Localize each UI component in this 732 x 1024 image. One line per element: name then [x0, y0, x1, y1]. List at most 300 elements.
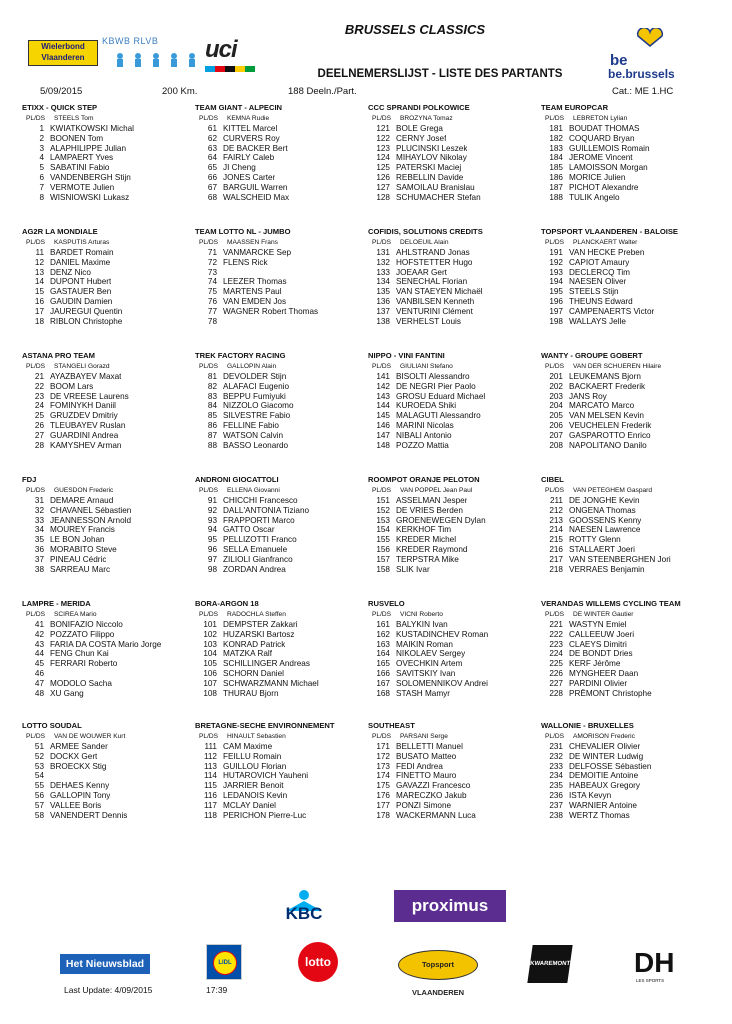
rider-row [195, 183, 367, 193]
rider-name: MARECZKO Jakub [396, 790, 467, 800]
rider-number: 195 [549, 287, 563, 297]
rider-number: 46 [34, 668, 44, 678]
ds-label: PL/DS [372, 115, 392, 122]
rider-name: HABEAUX Gregory [569, 781, 640, 791]
team-block [368, 226, 540, 326]
rider-number: 56 [34, 790, 44, 800]
rider-row [195, 649, 367, 659]
rider-name: STEELS Stijn [569, 287, 619, 297]
director-name: LEBRETON Lylian [573, 115, 628, 122]
rider-number: 133 [376, 267, 390, 277]
rider-number: 143 [376, 391, 390, 401]
rider-name: DALL'ANTONIA Tiziano [223, 505, 310, 515]
rider-name: ALAFACI Eugenio [223, 381, 289, 391]
rider-number: 223 [549, 639, 563, 649]
team-director [195, 237, 367, 248]
rider-row [22, 372, 194, 382]
rider-number: 18 [34, 316, 44, 326]
rider-name: PRÊMONT Christophe [569, 688, 652, 698]
rider-name: SABATINI Fabio [50, 163, 110, 173]
team-block [541, 598, 713, 698]
rider-name: SARREAU Marc [50, 564, 111, 574]
ds-label: PL/DS [199, 487, 219, 494]
rider-name: MARTENS Paul [223, 287, 282, 297]
rider-name: MATZKA Ralf [223, 649, 272, 659]
rider-row [368, 659, 540, 669]
rider-number: 218 [549, 564, 563, 574]
rider-number: 72 [207, 257, 217, 267]
team-name: WALLONIE - BRUXELLES [541, 721, 634, 730]
rider-name: DE VREESE Laurens [50, 391, 129, 401]
rider-name: FARIA DA COSTA Mario Jorge [50, 639, 162, 649]
rider-row [22, 649, 194, 659]
rider-name: DEMOITIE Antoine [569, 771, 639, 781]
rider-name: ZORDAN Andrea [223, 564, 286, 574]
rider-name: MORICE Julien [569, 172, 626, 182]
rider-row [22, 752, 194, 762]
rider-number: 34 [34, 525, 44, 535]
rider-row [368, 134, 540, 144]
rider-name: HOFSTETTER Hugo [396, 257, 473, 267]
team-block [541, 474, 713, 574]
rider-name: BONIFAZIO Niccolo [50, 620, 123, 629]
director-name: KEMNA Rudie [227, 115, 270, 122]
rider-name: KUSTADINCHEV Roman [396, 629, 489, 639]
rider-name: VAN MELSEN Kevin [569, 411, 644, 421]
rider-row [368, 811, 540, 821]
rider-number: 152 [376, 505, 390, 515]
ds-label: PL/DS [26, 487, 46, 494]
rider-name: JOEAAR Gert [396, 267, 447, 277]
rider-row [541, 669, 713, 679]
ds-label: PL/DS [26, 611, 46, 618]
rider-name: STASH Mamyr [396, 688, 450, 698]
rider-name: FEDI Andrea [396, 761, 443, 771]
rider-number: 158 [376, 564, 390, 574]
rider-name: AYAZBAYEV Maxat [50, 372, 122, 381]
director-name: VICNI Roberto [400, 611, 443, 618]
rider-number: 154 [376, 525, 390, 535]
director-name: MAASSEN Frans [227, 239, 278, 246]
rider-number: 35 [34, 535, 44, 545]
team-block [368, 102, 540, 202]
rider-name: SLIK Ivar [396, 564, 430, 574]
director-name: VAN PETEGHEM Gaspard [573, 487, 653, 494]
rider-row [195, 401, 367, 411]
rider-name: NAPOLITANO Danilo [569, 440, 647, 450]
rider-row [22, 153, 194, 163]
race-entrants: 188 Deeln./Part. [288, 86, 357, 97]
rider-number: 166 [376, 668, 390, 678]
rider-number: 184 [549, 153, 563, 163]
rider-number: 204 [549, 401, 563, 411]
rider-name: ROTTY Glenn [569, 535, 621, 545]
rider-number: 63 [207, 143, 217, 153]
page-title: BRUSSELS CLASSICS [344, 22, 486, 37]
race-date: 5/09/2015 [40, 86, 83, 97]
rider-row [22, 287, 194, 297]
director-name: DE WINTER Gautier [573, 611, 634, 618]
rider-name: GROSU Eduard Michael [396, 391, 486, 401]
rider-name: TULIK Angelo [569, 192, 620, 202]
rider-row [195, 535, 367, 545]
rider-name: GUARDINI Andrea [50, 430, 119, 440]
team-name: ROOMPOT ORANJE PELOTON [368, 475, 480, 484]
rider-name: VALLEE Boris [50, 800, 102, 810]
rider-name: MOUREY Francis [50, 525, 115, 535]
rider-name: FAIRLY Caleb [223, 153, 275, 163]
rider-number: 7 [39, 182, 44, 192]
rider-number: 3 [39, 143, 44, 153]
rider-name: WARNIER Antoine [569, 800, 637, 810]
rider-name: LEUKEMANS Bjorn [569, 372, 641, 381]
rider-row [22, 173, 194, 183]
rider-number: 213 [549, 515, 563, 525]
rider-name: WERTZ Thomas [569, 810, 630, 820]
rider-row [368, 248, 540, 258]
rider-number: 178 [376, 810, 390, 820]
rider-row [195, 421, 367, 431]
rider-name: FERRARI Roberto [50, 659, 118, 669]
rider-name: POZZATO Filippo [50, 629, 115, 639]
rider-number: 58 [34, 810, 44, 820]
rider-row [541, 287, 713, 297]
be-brussels-text: be.brussels [608, 67, 675, 81]
rider-name: CHICCHI Francesco [223, 496, 298, 505]
rider-number: 62 [207, 133, 217, 143]
cyclists-icon [112, 50, 202, 70]
rider-number: 164 [376, 649, 390, 659]
rider-number: 64 [207, 153, 217, 163]
rider-row [541, 124, 713, 134]
team-name: CIBEL [541, 475, 564, 484]
rider-number: 66 [207, 172, 217, 182]
rider-row [22, 565, 194, 575]
rider-row [22, 496, 194, 506]
rider-row [368, 173, 540, 183]
rider-row [22, 193, 194, 203]
rider-number: 47 [34, 678, 44, 688]
rider-number: 127 [376, 182, 390, 192]
rider-row [368, 431, 540, 441]
rider-row [22, 555, 194, 565]
rider-number: 168 [376, 688, 390, 698]
rider-row [22, 297, 194, 307]
rider-name: FEILLU Romain [223, 751, 282, 761]
rider-name: GATTO Oscar [223, 525, 275, 535]
rider-name: VAN HECKE Preben [569, 248, 645, 257]
director-name: STEELS Tom [54, 115, 94, 122]
rider-name: ARMEE Sander [50, 742, 108, 751]
rider-name: VANDENBERGH Stijn [50, 172, 131, 182]
team-name: TEAM EUROPCAR [541, 103, 609, 112]
rider-row [22, 392, 194, 402]
team-block [368, 474, 540, 574]
rider-row [541, 506, 713, 516]
rider-row [368, 630, 540, 640]
director-name: SCIREA Mario [54, 611, 97, 618]
rider-number: 231 [549, 742, 563, 751]
rider-name: BELLETTI Manuel [396, 742, 463, 751]
rider-row [368, 392, 540, 402]
rider-name: JAUREGUI Quentin [50, 306, 123, 316]
ds-label: PL/DS [199, 239, 219, 246]
rider-number: 55 [34, 781, 44, 791]
rider-name: WATSON Calvin [223, 430, 284, 440]
rider-name: JONES Carter [223, 172, 276, 182]
rider-name: BASSO Leonardo [223, 440, 289, 450]
rider-number: 172 [376, 751, 390, 761]
rider-number: 217 [549, 554, 563, 564]
rider-name: PLUCINSKI Leszek [396, 143, 468, 153]
rider-number: 76 [207, 296, 217, 306]
rider-number: 84 [207, 401, 217, 411]
rider-number: 146 [376, 420, 390, 430]
rider-row [541, 535, 713, 545]
rider-row [195, 781, 367, 791]
rider-number: 37 [34, 554, 44, 564]
director-name: BROZYNA Tomaz [400, 115, 453, 122]
ds-label: PL/DS [545, 363, 565, 370]
rider-number: 226 [549, 668, 563, 678]
team-director [368, 113, 540, 124]
rider-name: CHAVANEL Sébastien [50, 505, 132, 515]
director-name: VAN POPPEL Jean Paul [400, 487, 473, 494]
rider-row [368, 277, 540, 287]
rider-row [368, 620, 540, 630]
rider-number: 193 [549, 267, 563, 277]
rider-row [368, 307, 540, 317]
rider-number: 171 [376, 742, 390, 751]
rider-row [22, 516, 194, 526]
rider-row [195, 669, 367, 679]
rider-number: 45 [34, 659, 44, 669]
rider-number: 103 [203, 639, 217, 649]
rider-number: 57 [34, 800, 44, 810]
rider-name: DEVOLDER Stijn [223, 372, 287, 381]
rider-row [195, 565, 367, 575]
rider-row [541, 268, 713, 278]
rider-row [22, 307, 194, 317]
rider-number: 162 [376, 629, 390, 639]
rider-number: 124 [376, 153, 390, 163]
page-subtitle: DEELNEMERSLIJST - LISTE DES PARTANTS [317, 68, 563, 80]
rider-name: NIBALI Antonio [396, 430, 452, 440]
rider-name: DE BONDT Dries [569, 649, 633, 659]
rider-name: KUROEDA Shiki [396, 401, 457, 411]
rider-row [22, 277, 194, 287]
rider-row [22, 742, 194, 752]
rider-number: 142 [376, 381, 390, 391]
rider-name: JARRIER Benoit [223, 781, 284, 791]
rider-row [541, 372, 713, 382]
team-name: TEAM GIANT - ALPECIN [195, 103, 283, 112]
rider-name: SENECHAL Florian [396, 277, 468, 287]
rider-number: 144 [376, 401, 390, 411]
rider-name: THURAU Bjorn [223, 688, 279, 698]
rider-row [368, 535, 540, 545]
rider-row [368, 742, 540, 752]
rider-name: DUPONT Hubert [50, 277, 112, 287]
rider-row [368, 297, 540, 307]
rider-row [541, 801, 713, 811]
rider-row [368, 153, 540, 163]
rider-number: 28 [34, 440, 44, 450]
rider-row [195, 801, 367, 811]
rider-number: 75 [207, 287, 217, 297]
rider-number: 141 [376, 372, 390, 381]
rider-row [22, 535, 194, 545]
rider-number: 105 [203, 659, 217, 669]
director-name: VAN DER SCHUEREN Hilaire [573, 363, 662, 370]
rider-name: BOUDAT THOMAS [569, 124, 640, 133]
rider-name: LE BON Johan [50, 535, 105, 545]
team-director [22, 113, 194, 124]
rider-number: 161 [376, 620, 390, 629]
director-name: STANGELI Gorazd [54, 363, 110, 370]
rider-number: 134 [376, 277, 390, 287]
rider-number: 163 [376, 639, 390, 649]
rider-name: CAMPENAERTS Victor [569, 306, 655, 316]
rider-number: 182 [549, 133, 563, 143]
director-name: AMORISON Frederic [573, 733, 635, 740]
rider-number: 135 [376, 287, 390, 297]
team-director [22, 485, 194, 496]
rider-row [22, 630, 194, 640]
rider-number: 185 [549, 163, 563, 173]
lotto-logo: lotto [298, 942, 338, 982]
rider-row [195, 742, 367, 752]
rider-row [368, 781, 540, 791]
rider-number: 117 [203, 800, 217, 810]
rider-number: 153 [376, 515, 390, 525]
team-block [195, 350, 367, 450]
rider-name: BARDET Romain [50, 248, 114, 257]
rider-row [195, 248, 367, 258]
team-name: CCC SPRANDI POLKOWICE [368, 103, 470, 112]
rider-row [22, 545, 194, 555]
rider-number: 68 [207, 192, 217, 202]
rider-name: PERICHON Pierre-Luc [223, 810, 307, 820]
team-director [22, 237, 194, 248]
rider-number: 73 [207, 267, 217, 277]
director-name: GIULIANI Stefano [400, 363, 453, 370]
rider-row [541, 555, 713, 565]
rider-name: BISOLTI Alessandro [396, 372, 470, 381]
rider-name: DEMARE Arnaud [50, 496, 114, 505]
rider-row [22, 801, 194, 811]
rider-number: 27 [34, 430, 44, 440]
rider-number: 101 [203, 620, 217, 629]
rider-name: KONRAD Patrick [223, 639, 286, 649]
rider-number: 112 [203, 751, 217, 761]
rider-row [195, 506, 367, 516]
rider-number: 26 [34, 420, 44, 430]
rider-name: HUTAROVICH Yauheni [223, 771, 309, 781]
rider-number: 188 [549, 192, 563, 202]
team-block [541, 102, 713, 202]
rider-row [22, 382, 194, 392]
rider-number: 82 [207, 381, 217, 391]
rider-name: WAGNER Robert Thomas [223, 306, 319, 316]
team-name: WANTY - GROUPE GOBERT [541, 351, 643, 360]
rider-row [541, 307, 713, 317]
rider-number: 94 [207, 525, 217, 535]
ds-label: PL/DS [26, 239, 46, 246]
rider-row [195, 297, 367, 307]
rider-name: GALLOPIN Tony [50, 790, 111, 800]
rider-row [195, 173, 367, 183]
rider-row [195, 193, 367, 203]
rider-row [22, 659, 194, 669]
team-name: TEAM LOTTO NL - JUMBO [195, 227, 291, 236]
rider-number: 21 [34, 372, 44, 381]
rider-number: 125 [376, 163, 390, 173]
be-brussels-logo [608, 28, 693, 81]
rider-name: VEUCHELEN Frederik [569, 420, 652, 430]
rider-row [541, 679, 713, 689]
rider-row [22, 421, 194, 431]
director-name: HINAULT Sebastien [227, 733, 286, 740]
rider-row [368, 752, 540, 762]
team-block [541, 350, 713, 450]
rider-row [368, 555, 540, 565]
rider-number: 115 [203, 781, 217, 791]
rider-number: 24 [34, 401, 44, 411]
rider-name: SCHORN Daniel [223, 668, 284, 678]
team-name: RUSVELO [368, 599, 405, 608]
rider-number: 12 [34, 257, 44, 267]
rider-row [541, 183, 713, 193]
rider-name: MIHAYLOV Nikolay [396, 153, 467, 163]
rider-row [195, 153, 367, 163]
rider-number: 232 [549, 751, 563, 761]
rider-number: 8 [39, 192, 44, 202]
rider-name: PATERSKI Maciej [396, 163, 462, 173]
rider-number: 203 [549, 391, 563, 401]
wielerbond-logo: Wielerbond Vlaanderen [28, 40, 98, 66]
rider-number: 81 [207, 372, 217, 381]
rider-number: 61 [207, 124, 217, 133]
rider-row [195, 431, 367, 441]
director-name: RADOCHLA Steffen [227, 611, 286, 618]
rider-name: MARINI Nicolas [396, 420, 454, 430]
rider-number: 88 [207, 440, 217, 450]
rider-row [541, 781, 713, 791]
team-name: FDJ [22, 475, 37, 484]
team-name: LOTTO SOUDAL [22, 721, 82, 730]
rider-row [22, 640, 194, 650]
rider-row [368, 193, 540, 203]
rider-number: 54 [34, 771, 44, 781]
rider-number: 116 [203, 790, 217, 800]
rider-number: 131 [376, 248, 390, 257]
rider-name: VERMOTE Julien [50, 182, 115, 192]
rider-name: KREDER Raymond [396, 544, 468, 554]
rider-name: DANIEL Maxime [50, 257, 111, 267]
rider-row [195, 382, 367, 392]
rider-name: VANMARCKE Sep [223, 248, 292, 257]
rider-name: PELLIZOTTI Franco [223, 535, 297, 545]
rider-row [22, 771, 194, 781]
rider-name: JEANNESSON Arnold [50, 515, 131, 525]
rider-row [368, 516, 540, 526]
rider-number: 194 [549, 277, 563, 287]
rider-name: STALLAERT Joeri [569, 544, 635, 554]
ds-label: PL/DS [545, 733, 565, 740]
rider-name: GASPAROTTO Enrico [569, 430, 651, 440]
rider-number: 11 [35, 248, 44, 257]
